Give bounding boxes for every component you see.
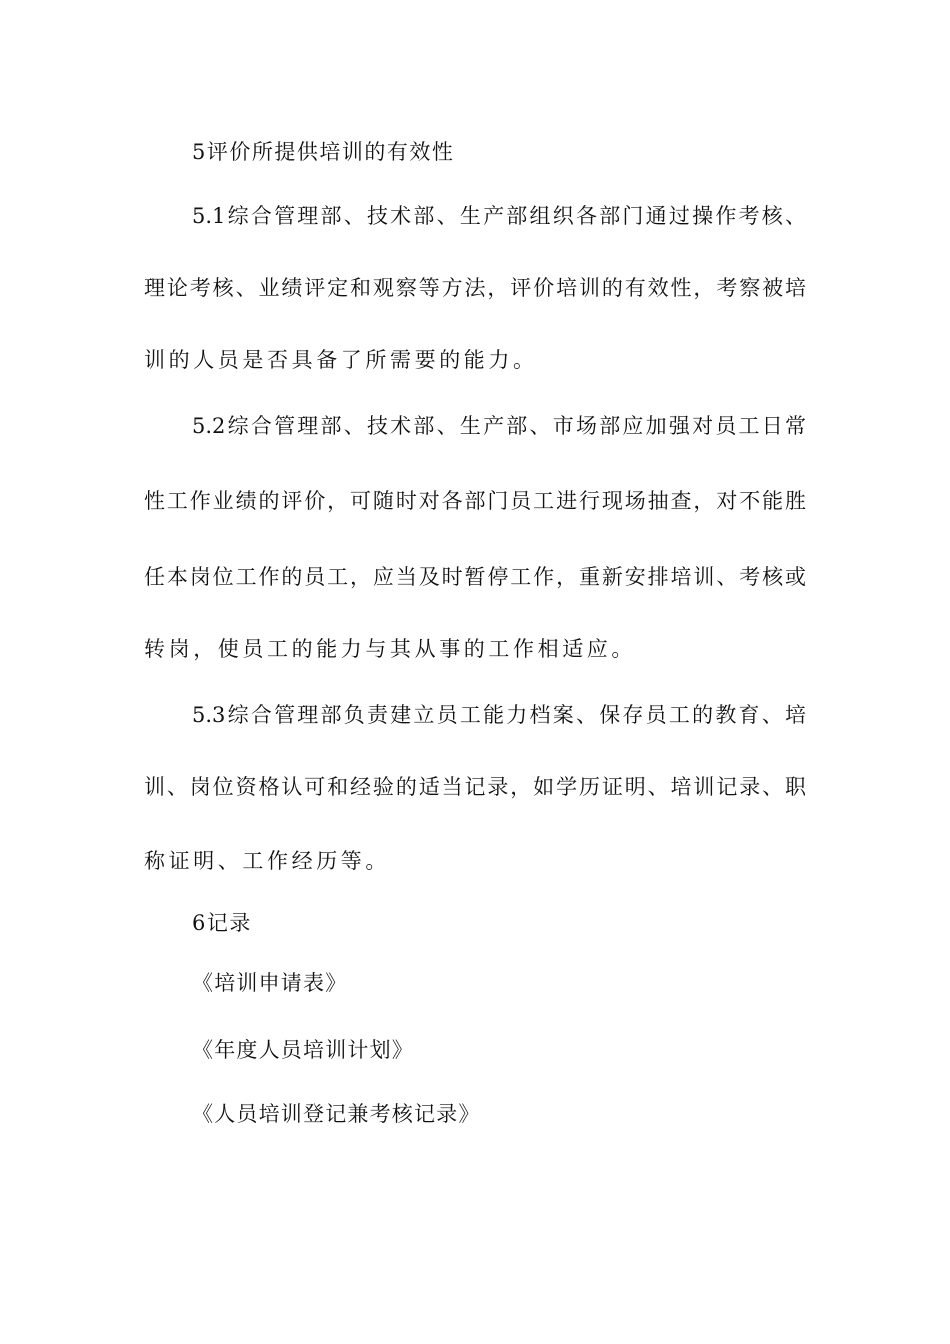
paragraph-5-2-line-2: 性工作业绩的评价，可随时对各部门员工进行现场抽查，对不能胜 [144,489,806,513]
paragraph-5-2-line-4: 转岗，使员工的能力与其从事的工作相适应。 [144,637,636,661]
record-item: 《年度人员培训计划》 [192,1038,414,1062]
paragraph-5-2-line-3: 任本岗位工作的员工，应当及时暂停工作，重新安排培训、考核或 [144,565,806,589]
paragraph-5-2-line-1: 5.2综合管理部、技术部、生产部、市场部应加强对员工日常 [192,414,806,438]
record-item: 《培训申请表》 [192,971,348,995]
paragraph-5-1-line-2: 理论考核、业绩评定和观察等方法，评价培训的有效性，考察被培 [144,276,806,300]
paragraph-5-1-line-3: 训的人员是否具备了所需要的能力。 [144,348,538,372]
section-6-heading: 6记录 [192,911,252,935]
record-item: 《人员培训登记兼考核记录》 [192,1102,481,1126]
paragraph-5-3-line-3: 称证明、工作经历等。 [144,849,390,873]
paragraph-5-1-line-1: 5.1综合管理部、技术部、生产部组织各部门通过操作考核、 [192,204,806,228]
section-5-heading: 5评价所提供培训的有效性 [192,140,455,164]
paragraph-5-3-line-1: 5.3综合管理部负责建立员工能力档案、保存员工的教育、培 [192,703,806,727]
paragraph-5-3-line-2: 训、岗位资格认可和经验的适当记录，如学历证明、培训记录、职 [144,775,806,799]
